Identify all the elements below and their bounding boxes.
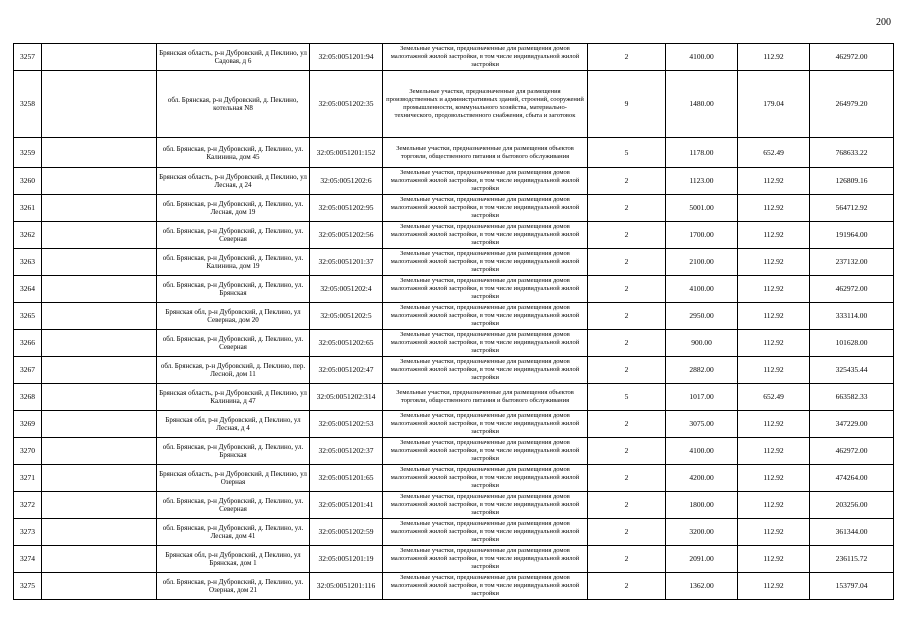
- cadastral-number-cell: 32:05:0051201:94: [310, 44, 383, 71]
- cadastral-value-cell: 564712.92: [810, 195, 894, 222]
- land-use-cell: Земельные участки, предназначенные для размещения домов малоэтажной жилой застройки, в том числе индивидуальной жилой застройки: [383, 573, 588, 600]
- table-row: [14, 492, 894, 519]
- area-cell: 2950.00: [666, 303, 738, 330]
- use-group-cell: 2: [588, 519, 666, 546]
- record-number: 3257: [14, 44, 42, 71]
- specific-value-cell: 112.92: [738, 195, 810, 222]
- land-use-cell: Земельные участки, предназначенные для размещения домов малоэтажной жилой застройки, в том числе индивидуальной жилой застройки: [383, 357, 588, 384]
- area-cell: 3075.00: [666, 411, 738, 438]
- cadastral-number-cell: 32:05:0051202:35: [310, 71, 383, 138]
- land-use-cell: Земельные участки, предназначенные для размещения домов малоэтажной жилой застройки, в том числе индивидуальной жилой застройки: [383, 465, 588, 492]
- use-group-cell: 2: [588, 492, 666, 519]
- cadastral-value-cell: 768633.22: [810, 138, 894, 168]
- record-number: 3264: [14, 276, 42, 303]
- use-group-cell: 2: [588, 546, 666, 573]
- blank-cell: [42, 195, 157, 222]
- land-use-cell: Земельные участки, предназначенные для размещения домов малоэтажной жилой застройки, в том числе индивидуальной жилой застройки: [383, 168, 588, 195]
- specific-value-cell: 112.92: [738, 492, 810, 519]
- address-cell: обл. Брянская, р-н Дубровский, д. Пеклино, ул. Озерная, дом 21: [157, 573, 310, 600]
- address-cell: обл. Брянская, р-н Дубровский, д. Пеклино, ул. Северная: [157, 222, 310, 249]
- cadastral-value-cell: 474264.00: [810, 465, 894, 492]
- cadastral-number-cell: 32:05:0051202:314: [310, 384, 383, 411]
- specific-value-cell: 112.92: [738, 276, 810, 303]
- area-cell: 1480.00: [666, 71, 738, 138]
- land-use-cell: Земельные участки, предназначенные для размещения домов малоэтажной жилой застройки, в том числе индивидуальной жилой застройки: [383, 330, 588, 357]
- cadastral-value-cell: 237132.00: [810, 249, 894, 276]
- use-group-cell: 2: [588, 249, 666, 276]
- use-group-cell: 5: [588, 384, 666, 411]
- area-cell: 4100.00: [666, 438, 738, 465]
- specific-value-cell: 112.92: [738, 519, 810, 546]
- record-number: 3263: [14, 249, 42, 276]
- cadastral-value-cell: 203256.00: [810, 492, 894, 519]
- blank-cell: [42, 492, 157, 519]
- address-cell: Брянская обл, р-н Дубровский, д Пеклино, ул Брянская, дом 1: [157, 546, 310, 573]
- blank-cell: [42, 411, 157, 438]
- area-cell: 2100.00: [666, 249, 738, 276]
- land-use-cell: Земельные участки, предназначенные для размещения домов малоэтажной жилой застройки, в том числе индивидуальной жилой застройки: [383, 195, 588, 222]
- cadastral-number-cell: 32:05:0051201:19: [310, 546, 383, 573]
- specific-value-cell: 112.92: [738, 411, 810, 438]
- blank-cell: [42, 44, 157, 71]
- cadastral-value-cell: 325435.44: [810, 357, 894, 384]
- table-row: [14, 222, 894, 249]
- specific-value-cell: 112.92: [738, 44, 810, 71]
- table-row: [14, 138, 894, 168]
- table-row: [14, 411, 894, 438]
- cadastral-value-cell: 462972.00: [810, 276, 894, 303]
- blank-cell: [42, 168, 157, 195]
- cadastral-value-cell: 236115.72: [810, 546, 894, 573]
- use-group-cell: 2: [588, 276, 666, 303]
- record-number: 3267: [14, 357, 42, 384]
- land-use-cell: Земельные участки, предназначенные для размещения производственных и административных зданий, строений, сооружений промышленности, коммунального хозяйства, материально-технического, продовольственного снабжения, сбыта и заготовок: [383, 71, 588, 138]
- use-group-cell: 2: [588, 303, 666, 330]
- address-cell: обл. Брянская, р-н Дубровский, д. Пеклино, ул. Северная: [157, 330, 310, 357]
- cadastral-value-cell: 347229.00: [810, 411, 894, 438]
- specific-value-cell: 179.04: [738, 71, 810, 138]
- cadastral-number-cell: 32:05:0051201:116: [310, 573, 383, 600]
- address-cell: Брянская область, р-н Дубровский, д Пеклино, ул Калинина, д 47: [157, 384, 310, 411]
- area-cell: 5001.00: [666, 195, 738, 222]
- address-cell: Брянская область, р-н Дубровский, д Пеклино, ул Садовая, д 6: [157, 44, 310, 71]
- use-group-cell: 2: [588, 411, 666, 438]
- record-number: 3270: [14, 438, 42, 465]
- record-number: 3273: [14, 519, 42, 546]
- land-use-cell: Земельные участки, предназначенные для размещения объектов торговли, общественного питания и бытового обслуживания: [383, 138, 588, 168]
- specific-value-cell: 652.49: [738, 384, 810, 411]
- address-cell: обл. Брянская, р-н Дубровский, д. Пеклино, ул. Лесная, дом 41: [157, 519, 310, 546]
- cadastral-number-cell: 32:05:0051202:56: [310, 222, 383, 249]
- specific-value-cell: 112.92: [738, 330, 810, 357]
- table-row: [14, 357, 894, 384]
- land-use-cell: Земельные участки, предназначенные для размещения домов малоэтажной жилой застройки, в том числе индивидуальной жилой застройки: [383, 276, 588, 303]
- specific-value-cell: 112.92: [738, 546, 810, 573]
- cadastral-number-cell: 32:05:0051201:152: [310, 138, 383, 168]
- blank-cell: [42, 330, 157, 357]
- cadastral-value-cell: 462972.00: [810, 438, 894, 465]
- cadastral-number-cell: 32:05:0051202:37: [310, 438, 383, 465]
- use-group-cell: 9: [588, 71, 666, 138]
- record-number: 3261: [14, 195, 42, 222]
- specific-value-cell: 112.92: [738, 168, 810, 195]
- address-cell: обл. Брянская, р-н Дубровский, д. Пеклино, пер. Лесной, дом 11: [157, 357, 310, 384]
- address-cell: обл. Брянская, р-н Дубровский, д. Пеклино, ул. Калинина, дом 19: [157, 249, 310, 276]
- cadastral-number-cell: 32:05:0051202:59: [310, 519, 383, 546]
- record-number: 3274: [14, 546, 42, 573]
- record-number: 3259: [14, 138, 42, 168]
- land-use-cell: Земельные участки, предназначенные для размещения домов малоэтажной жилой застройки, в том числе индивидуальной жилой застройки: [383, 546, 588, 573]
- address-cell: Брянская область, р-н Дубровский, д Пеклино, ул Озерная: [157, 465, 310, 492]
- area-cell: 1123.00: [666, 168, 738, 195]
- table-row: [14, 71, 894, 138]
- blank-cell: [42, 138, 157, 168]
- page-number: 200: [876, 17, 891, 28]
- table-row: [14, 168, 894, 195]
- specific-value-cell: 112.92: [738, 573, 810, 600]
- table-row: [14, 438, 894, 465]
- cadastral-number-cell: 32:05:0051201:41: [310, 492, 383, 519]
- cadastral-value-cell: 101628.00: [810, 330, 894, 357]
- blank-cell: [42, 71, 157, 138]
- cadastral-value-cell: 126809.16: [810, 168, 894, 195]
- use-group-cell: 2: [588, 573, 666, 600]
- land-use-cell: Земельные участки, предназначенные для размещения домов малоэтажной жилой застройки, в том числе индивидуальной жилой застройки: [383, 249, 588, 276]
- cadastral-value-cell: 153797.04: [810, 573, 894, 600]
- table-row: [14, 303, 894, 330]
- use-group-cell: 2: [588, 438, 666, 465]
- use-group-cell: 2: [588, 330, 666, 357]
- cadastral-number-cell: 32:05:0051202:65: [310, 330, 383, 357]
- use-group-cell: 5: [588, 138, 666, 168]
- address-cell: Брянская обл, р-н Дубровский, д Пеклино, ул Северная, дом 20: [157, 303, 310, 330]
- land-use-cell: Земельные участки, предназначенные для размещения домов малоэтажной жилой застройки, в том числе индивидуальной жилой застройки: [383, 222, 588, 249]
- blank-cell: [42, 573, 157, 600]
- cadastral-number-cell: 32:05:0051201:65: [310, 465, 383, 492]
- cadastral-value-cell: 264979.20: [810, 71, 894, 138]
- address-cell: Брянская обл, р-н Дубровский, д Пеклино, ул Лесная, д 4: [157, 411, 310, 438]
- table-row: [14, 465, 894, 492]
- blank-cell: [42, 276, 157, 303]
- land-use-cell: Земельные участки, предназначенные для размещения домов малоэтажной жилой застройки, в том числе индивидуальной жилой застройки: [383, 411, 588, 438]
- use-group-cell: 2: [588, 195, 666, 222]
- cadastral-value-cell: 191964.00: [810, 222, 894, 249]
- use-group-cell: 2: [588, 222, 666, 249]
- blank-cell: [42, 546, 157, 573]
- address-cell: обл. Брянская, р-н Дубровский, д. Пеклино, ул. Лесная, дом 19: [157, 195, 310, 222]
- land-use-cell: Земельные участки, предназначенные для размещения домов малоэтажной жилой застройки, в том числе индивидуальной жилой застройки: [383, 44, 588, 71]
- land-use-cell: Земельные участки, предназначенные для размещения домов малоэтажной жилой застройки, в том числе индивидуальной жилой застройки: [383, 519, 588, 546]
- area-cell: 1700.00: [666, 222, 738, 249]
- table-row: [14, 384, 894, 411]
- use-group-cell: 2: [588, 168, 666, 195]
- address-cell: обл. Брянская, р-н Дубровский, д. Пеклино, ул. Брянская: [157, 438, 310, 465]
- use-group-cell: 2: [588, 44, 666, 71]
- record-number: 3275: [14, 573, 42, 600]
- cadastral-number-cell: 32:05:0051202:4: [310, 276, 383, 303]
- record-number: 3260: [14, 168, 42, 195]
- cadastral-number-cell: 32:05:0051202:6: [310, 168, 383, 195]
- land-use-cell: Земельные участки, предназначенные для размещения домов малоэтажной жилой застройки, в том числе индивидуальной жилой застройки: [383, 438, 588, 465]
- address-cell: обл. Брянская, р-н Дубровский, д. Пеклино, ул. Брянская: [157, 276, 310, 303]
- address-cell: обл. Брянская, р-н Дубровский, д. Пеклино, котельная N8: [157, 71, 310, 138]
- table-row: [14, 546, 894, 573]
- area-cell: 4100.00: [666, 44, 738, 71]
- table-row: [14, 249, 894, 276]
- address-cell: обл. Брянская, р-н Дубровский, д. Пеклино, ул. Калинина, дом 45: [157, 138, 310, 168]
- cadastral-number-cell: 32:05:0051202:53: [310, 411, 383, 438]
- land-use-cell: Земельные участки, предназначенные для размещения домов малоэтажной жилой застройки, в том числе индивидуальной жилой застройки: [383, 492, 588, 519]
- blank-cell: [42, 303, 157, 330]
- specific-value-cell: 112.92: [738, 303, 810, 330]
- record-number: 3271: [14, 465, 42, 492]
- cadastral-number-cell: 32:05:0051202:47: [310, 357, 383, 384]
- table-row: [14, 330, 894, 357]
- record-number: 3258: [14, 71, 42, 138]
- table-row: [14, 195, 894, 222]
- specific-value-cell: 112.92: [738, 465, 810, 492]
- cadastral-value-cell: 361344.00: [810, 519, 894, 546]
- specific-value-cell: 112.92: [738, 438, 810, 465]
- area-cell: 1362.00: [666, 573, 738, 600]
- registry-body: [14, 44, 894, 600]
- table-row: [14, 44, 894, 71]
- blank-cell: [42, 222, 157, 249]
- area-cell: 4100.00: [666, 276, 738, 303]
- specific-value-cell: 112.92: [738, 222, 810, 249]
- blank-cell: [42, 465, 157, 492]
- area-cell: 3200.00: [666, 519, 738, 546]
- cadastral-number-cell: 32:05:0051201:37: [310, 249, 383, 276]
- record-number: 3272: [14, 492, 42, 519]
- use-group-cell: 2: [588, 357, 666, 384]
- area-cell: 1017.00: [666, 384, 738, 411]
- area-cell: 4200.00: [666, 465, 738, 492]
- record-number: 3268: [14, 384, 42, 411]
- specific-value-cell: 112.92: [738, 357, 810, 384]
- table-row: [14, 276, 894, 303]
- land-use-cell: Земельные участки, предназначенные для размещения объектов торговли, общественного питания и бытового обслуживания: [383, 384, 588, 411]
- specific-value-cell: 112.92: [738, 249, 810, 276]
- address-cell: обл. Брянская, р-н Дубровский, д. Пеклино, ул. Северная: [157, 492, 310, 519]
- record-number: 3269: [14, 411, 42, 438]
- blank-cell: [42, 384, 157, 411]
- specific-value-cell: 652.49: [738, 138, 810, 168]
- blank-cell: [42, 357, 157, 384]
- record-number: 3262: [14, 222, 42, 249]
- area-cell: 2091.00: [666, 546, 738, 573]
- use-group-cell: 2: [588, 465, 666, 492]
- area-cell: 900.00: [666, 330, 738, 357]
- area-cell: 1178.00: [666, 138, 738, 168]
- area-cell: 2882.00: [666, 357, 738, 384]
- record-number: 3266: [14, 330, 42, 357]
- blank-cell: [42, 249, 157, 276]
- table-row: [14, 519, 894, 546]
- area-cell: 1800.00: [666, 492, 738, 519]
- cadastral-value-cell: 333114.00: [810, 303, 894, 330]
- address-cell: Брянская область, р-н Дубровский, д Пеклино, ул Лесная, д 24: [157, 168, 310, 195]
- cadastral-registry-table: [13, 43, 894, 600]
- cadastral-value-cell: 663582.33: [810, 384, 894, 411]
- cadastral-number-cell: 32:05:0051202:5: [310, 303, 383, 330]
- land-use-cell: Земельные участки, предназначенные для размещения домов малоэтажной жилой застройки, в том числе индивидуальной жилой застройки: [383, 303, 588, 330]
- blank-cell: [42, 519, 157, 546]
- table-row: [14, 573, 894, 600]
- cadastral-number-cell: 32:05:0051202:95: [310, 195, 383, 222]
- record-number: 3265: [14, 303, 42, 330]
- blank-cell: [42, 438, 157, 465]
- cadastral-value-cell: 462972.00: [810, 44, 894, 71]
